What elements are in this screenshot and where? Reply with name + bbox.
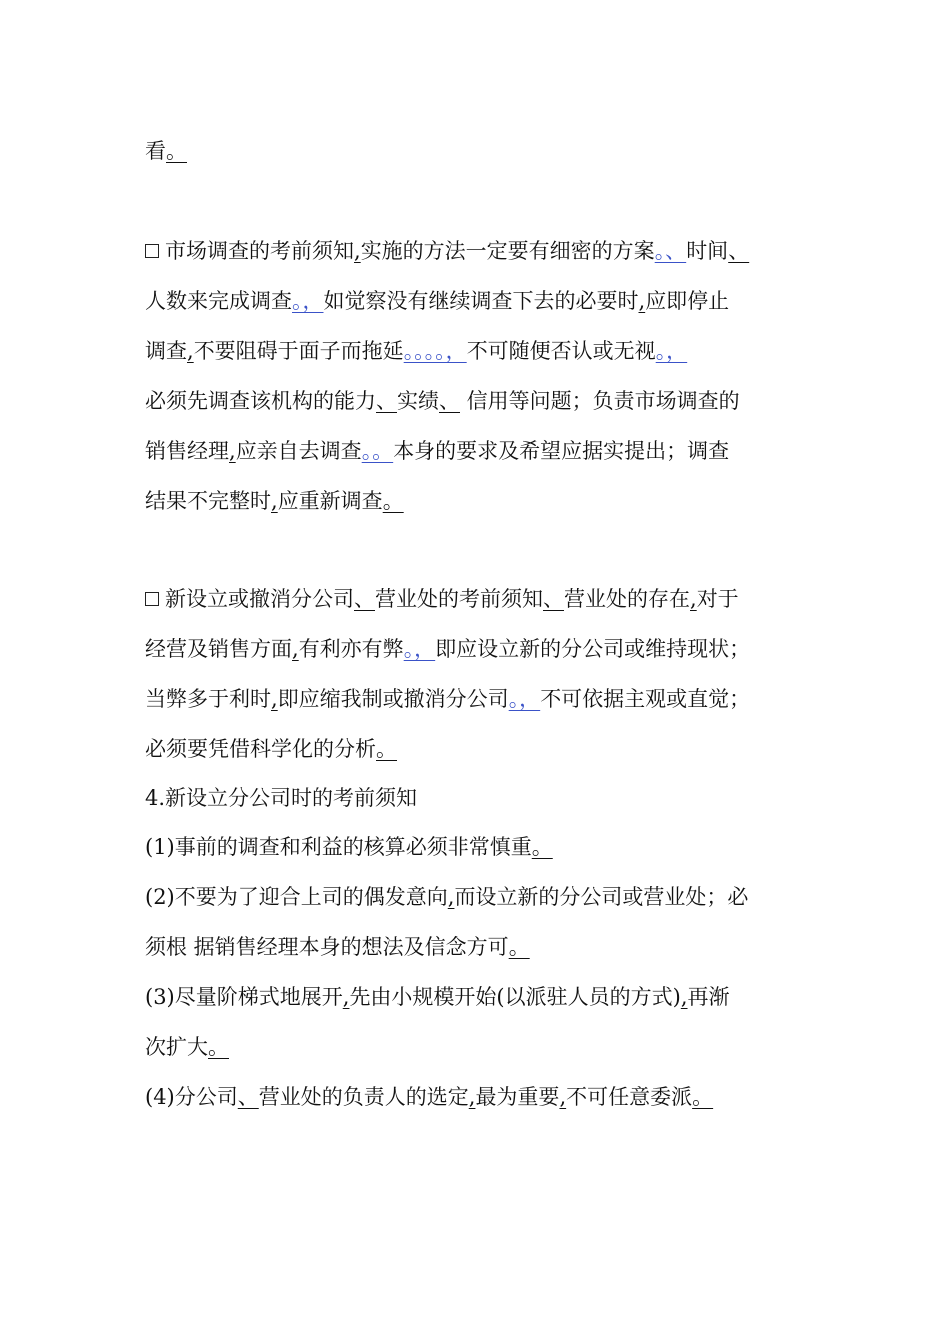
text-line [145,734,397,764]
underlined-mark: , [229,439,236,463]
text-line [145,1032,229,1062]
checkbox-square-icon [145,244,159,258]
underlined-mark: 。 [692,1085,714,1109]
underlined-mark: , [271,687,278,711]
text-segment: 看 [145,139,166,163]
text-segment: 即应缩我制或撤消分公司 [277,687,509,711]
text-line [145,336,687,366]
text-segment: 结果不完整时 [145,489,271,513]
list-item [145,1082,713,1112]
list-item [145,882,748,912]
text-segment: 本身的要求及希望应据实提出；调查 [393,439,730,463]
text-line [145,634,750,664]
underlined-mark: 。 [531,835,553,859]
text-segment: 人数来完成调查 [145,289,292,313]
text-segment: 实施的方法一定要有细密的方案 [360,239,655,263]
text-segment: 不可随便否认或无视 [466,339,656,363]
underlined-mark: 、 [354,587,375,611]
text-segment: 实绩 [397,389,439,413]
text-segment: 再渐 [687,985,730,1009]
underlined-mark: , [468,1085,476,1109]
text-segment: 即应设立新的分公司或维持现状； [435,637,751,661]
text-segment: 市场调查的考前须知 [165,239,354,263]
text-segment: 先由小规模开始(以派驻人员的方式) [349,985,681,1009]
text-line [145,386,740,416]
underlined-mark: 。、 [654,239,687,263]
text-segment: 必须要凭借科学化的分析 [145,737,376,761]
text-segment: 经营及销售方面 [145,637,292,661]
text-segment: 4.新设立分公司时的考前须知 [145,786,418,810]
text-segment: (4)分公司 [145,1085,238,1109]
underlined-mark: 。， [655,339,688,363]
list-item [145,832,553,862]
underlined-mark: 。。。。， [403,339,467,363]
underlined-mark: , [271,489,278,513]
text-segment: 应即停止 [645,289,730,313]
underlined-mark: , [638,289,646,313]
text-line [145,486,404,516]
section-heading [145,783,417,813]
text-segment: 新设立或撤消分公司 [165,587,354,611]
text-segment: (2)不要为了迎合上司的偶发意向 [145,885,448,909]
text-line-bulleted [145,584,739,614]
underlined-mark: , [559,1085,567,1109]
text-segment: 有利亦有弊 [298,637,404,661]
text-segment: 必须先调查该机构的能力 [145,389,376,413]
text-segment: 对于 [696,587,739,611]
underlined-mark: , [680,985,688,1009]
text-line [145,436,729,466]
text-line [145,684,750,714]
underlined-mark: 。 [208,1035,229,1059]
underlined-mark: , [187,339,194,363]
text-segment: 营业处的考前须知 [375,587,543,611]
underlined-mark: 。 [382,489,404,513]
text-segment: 次扩大 [145,1035,208,1059]
underlined-mark: 。， [403,637,436,661]
text-segment: 销售经理 [145,439,229,463]
underlined-mark: 。 [508,935,530,959]
text-segment: 最为重要 [475,1085,560,1109]
underlined-mark: 、 [439,389,460,413]
underlined-mark: , [354,239,361,263]
list-item [145,982,730,1012]
text-segment: (3)尽量阶梯式地展开 [145,985,343,1009]
underlined-mark: 。 [166,139,187,163]
text-segment: (1)事前的调查和利益的核算必须非常慎重 [145,835,532,859]
underlined-mark: , [690,587,697,611]
text-segment: 当弊多于利时 [145,687,271,711]
text-segment: 时间 [686,239,729,263]
text-segment: 信用等问题；负责市场调查的 [460,389,740,413]
underlined-mark: , [292,637,299,661]
text-segment: 不要阻碍于面子而拖延 [193,339,404,363]
text-line-bulleted [145,236,749,266]
underlined-mark: , [342,985,350,1009]
text-segment: 不可依据主观或直觉； [540,687,751,711]
text-segment: 营业处的存在 [564,587,690,611]
underlined-mark: 。 [376,737,397,761]
checkbox-square-icon [145,592,159,606]
underlined-mark: 、 [543,587,564,611]
underlined-mark: 。， [508,687,541,711]
text-line [145,136,187,166]
text-segment: 调查 [145,339,187,363]
underlined-mark: 、 [376,389,397,413]
text-segment: 应重新调查 [277,489,383,513]
underlined-mark: 、 [728,239,750,263]
underlined-mark: 。。 [361,439,394,463]
text-segment: 营业处的负责人的选定 [258,1085,469,1109]
text-segment: 应亲自去调查 [235,439,362,463]
text-segment: 不可任意委派 [566,1085,693,1109]
underlined-mark: 。， [292,289,324,313]
text-line [145,932,530,962]
text-segment: 而设立新的分公司或营业处；必 [454,885,749,909]
text-segment: 如觉察没有继续调查下去的必要时 [323,289,639,313]
underlined-mark: 、 [237,1085,259,1109]
text-line [145,286,729,316]
text-segment: 须根 据销售经理本身的想法及信念方可 [145,935,509,959]
underlined-mark: , [447,885,455,909]
